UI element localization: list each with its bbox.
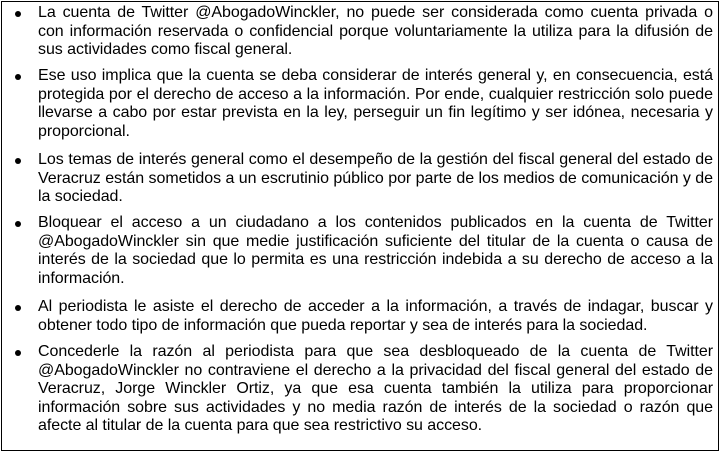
bullet-text: La cuenta de Twitter @AbogadoWinckler, no puede ser considerada como cuenta privada o con información reservada o confidencial porque voluntariamente la utiliza para la difusión de sus actividades como fiscal general.: [38, 4, 713, 58]
bullet-icon: [15, 74, 21, 80]
bullet-text: Al periodista le asiste el derecho de acceder a la información, a través de indagar, buscar y obtener todo tipo de información que pueda reportar y sea de interés para la sociedad.: [38, 298, 713, 334]
bullet-icon: [15, 11, 21, 17]
bullet-text: Concederle la razón al periodista para que sea desbloqueado de la cuenta de Twitter @AbogadoWinckler no contraviene el derecho a la privacidad del fiscal general del estado de Veracruz, Jorge Winckler Ortiz, ya que esa cuenta también la utiliza para proporcionar información sobre sus actividades y no media razón de interés de la sociedad o razón que afecte al titular de la cuenta para que sea restrictivo su acceso.: [38, 343, 713, 434]
bullet-icon: [15, 350, 21, 356]
bullet-text: Bloquear el acceso a un ciudadano a los contenidos publicados en la cuenta de Twitter @AbogadoWinckler sin que medie justificación suficiente del titular de la cuenta o causa de interés de la sociedad que lo permita es una restricción indebida a su derecho de acceso a la información.: [38, 214, 713, 287]
bullet-icon: [15, 158, 21, 164]
bullet-icon: [15, 305, 21, 311]
bullet-text: Ese uso implica que la cuenta se deba considerar de interés general y, en consecuencia, está protegida por el derecho de acceso a la información. Por ende, cualquier restricción solo puede llevarse a cabo por estar prevista en la ley, perseguir un fin legítimo y ser idónea, necesaria y proporcional.: [38, 67, 713, 140]
bullet-text: Los temas de interés general como el desempeño de la gestión del fiscal general del estado de Veracruz están sometidos a un escrutinio público por parte de los medios de comunicación y de la sociedad.: [38, 151, 713, 205]
bullet-icon: [15, 221, 21, 227]
